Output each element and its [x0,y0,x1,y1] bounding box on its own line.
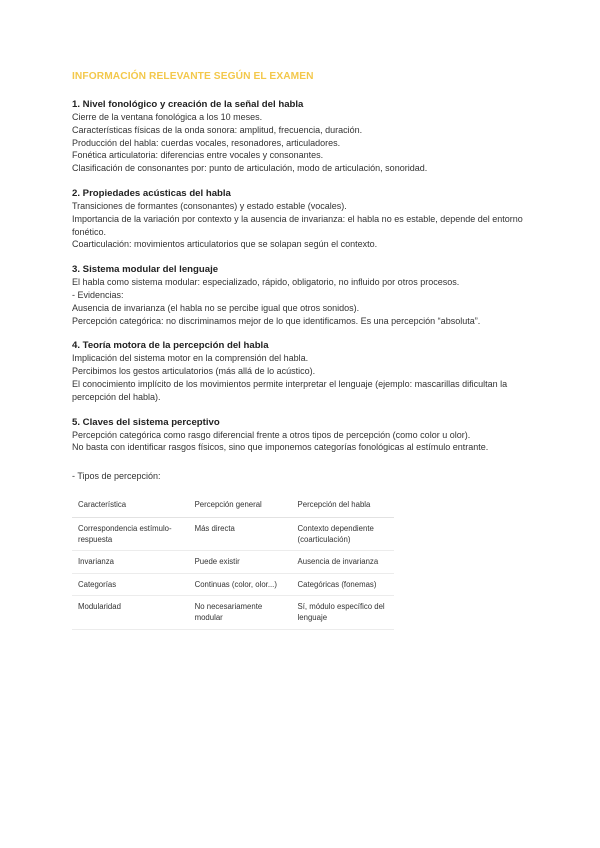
paragraph: El habla como sistema modular: especializado, rápido, obligatorio, no influido por otros procesos. [72,277,460,288]
table-cell: Categorías [72,573,189,596]
table-header-row [72,493,394,518]
section-1 [72,98,532,175]
document-page [72,70,532,630]
paragraph: - Evidencias: [72,289,124,300]
table-cell: Contexto dependiente (coarticulación) [292,517,394,550]
paragraph: Características físicas de la onda sonora: amplitud, frecuencia, duración. [72,124,363,135]
section-heading: 5. Claves del sistema perceptivo [72,416,220,428]
table-cell: Modularidad [72,596,189,629]
table-row [72,517,394,550]
table-cell: Más directa [189,517,292,550]
paragraph: Producción del habla: cuerdas vocales, resonadores, articuladores. [72,137,341,148]
paragraph: Ausencia de invarianza (el habla no se percibe igual que otros sonidos). [72,302,360,313]
table-header-cell: Percepción del habla [292,493,394,518]
section-heading: 3. Sistema modular del lenguaje [72,264,219,276]
paragraph: El conocimiento implícito de los movimientos permite interpretar el lenguaje (ejemplo: mascarillas dificultan la percepción del habla). [72,378,508,402]
table-cell: Sí, módulo específico del lenguaje [292,596,394,629]
table-header-cell: Característica [72,493,189,518]
tipos-label: - Tipos de percepción: [72,471,161,482]
table-cell: No necesariamente modular [189,596,292,629]
table-header-cell: Percepción general [189,493,292,518]
section-heading: 1. Nivel fonológico y creación de la señal del habla [72,99,304,110]
section-5 [72,416,532,455]
paragraph: Importancia de la variación por contexto y la ausencia de invarianza: el habla no es estable, depende del entorno fonético. [72,213,523,237]
table-cell: Invarianza [72,551,189,574]
paragraph: Clasificación de consonantes por: punto de articulación, modo de articulación, sonoridad. [72,163,428,174]
document-title: INFORMACIÓN RELEVANTE SEGÚN EL EXAMEN [72,71,314,82]
paragraph: Implicación del sistema motor en la comprensión del habla. [72,353,309,364]
table-row [72,596,394,629]
table-row [72,573,394,596]
paragraph: Percepción categórica como rasgo diferencial frente a otros tipos de percepción (como color u olor). [72,429,471,440]
table-cell: Continuas (color, olor...) [189,573,292,596]
paragraph: Percibimos los gestos articulatorios (más allá de lo acústico). [72,366,316,377]
section-3 [72,263,532,327]
section-heading: 4. Teoría motora de la percepción del habla [72,340,269,352]
paragraph: Percepción categórica: no discriminamos mejor de lo que identificamos. Es una percepción “absoluta”. [72,315,481,326]
perception-table [72,493,394,630]
paragraph: Transiciones de formantes (consonantes) y estado estable (vocales). [72,200,347,211]
table-cell: Ausencia de invarianza [292,551,394,574]
paragraph: No basta con identificar rasgos físicos, sino que imponemos categorías fonológicas al estímulo entrante. [72,442,489,453]
table-cell: Correspondencia estímulo-respuesta [72,517,189,550]
paragraph: Cierre de la ventana fonológica a los 10 meses. [72,112,263,122]
paragraph: Coarticulación: movimientos articulatorios que se solapan según el contexto. [72,239,378,250]
paragraph: Fonética articulatoria: diferencias entre vocales y consonantes. [72,150,324,161]
section-2 [72,187,532,251]
section-heading: 2. Propiedades acústicas del habla [72,187,231,199]
table-cell: Categóricas (fonemas) [292,573,394,596]
table-row [72,551,394,574]
table-cell: Puede existir [189,551,292,574]
section-4 [72,339,532,403]
